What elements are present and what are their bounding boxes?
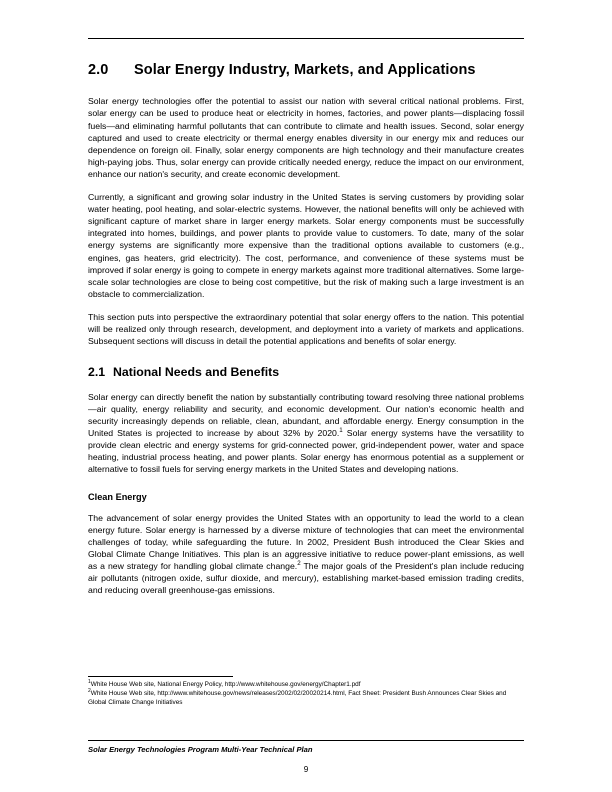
- footnote-text: White House Web site, http://www.whitehouse.gov/news/releases/2002/02/20020214.html, Fact Sheet: President Bush Announces Clear Skies and Global Climate Change Initiatives: [88, 690, 507, 706]
- paragraph: Currently, a significant and growing solar industry in the United States is serving customers by providing solar water heating, pool heating, and solar-electric systems. However, the national benefits will only be achieved with significant capture of market share in larger energy markets. Solar energy components must be successfully integrated into homes, buildings, and power plants to provide value to customers. To date, many of the solar energy systems are significantly more expensive than the traditional options available to customers (e.g., engines, gas heaters, grid electricity). The cost, performance, and convenience of these systems must be improved if solar energy is going to compete in energy markets against more traditional alternatives. Some large-scale solar technologies are close to being cost competitive, but the risk of making such a large investment is an obstacle to commercialization.: [88, 192, 524, 299]
- paragraph: This section puts into perspective the extraordinary potential that solar energy offers to the nation. This potential will be realized only through research, development, and deployment into a variety of markets and applications. Subsequent sections will discuss in detail the potential applications and benefits of solar energy.: [88, 311, 524, 347]
- section-heading: [88, 62, 524, 79]
- subsection-number: 2.1: [88, 365, 106, 380]
- footer-title: Solar Energy Technologies Program Multi-Year Technical Plan: [88, 745, 313, 754]
- footnote-number: 1: [88, 678, 91, 685]
- page-content: [88, 62, 524, 596]
- header-rule: [88, 38, 524, 39]
- paragraph-text-part-1: Solar energy can directly benefit the nation by substantially contributing toward resolving three national problems—air quality, energy reliability and security, and economic development. Our nation's economic health and security increasingly depends on reliable, clean, abundant, and affordable energy. Energy consumption in the United States is projected to increase by about 32% by 2020.: [88, 391, 524, 439]
- page-number: 9: [303, 765, 309, 774]
- section-number: 2.0: [88, 62, 109, 78]
- subsection-title-text: National Needs and Benefits: [113, 365, 280, 380]
- footnote-item: [88, 678, 524, 689]
- paragraph-text-part-2: Solar energy systems have the versatility to provide clean electric and energy systems for grid-connected power, grid-independent power, water and space heating, industrial process heating, and power plants. Solar energy has enormous potential as a supplement or alternative to fossil fuels for serving energy markets in the United States and developing nations.: [88, 428, 524, 475]
- footnote-number: 2: [88, 688, 91, 695]
- paragraph-text-part-2: The major goals of the President's plan include reducing air pollutants (nitrogen oxide, sulfur dioxide, and mercury), establishing market-based emission trading credits, and reducing overall greenhouse-gas emissions.: [88, 560, 525, 596]
- paragraph: [88, 391, 524, 476]
- footer-rule: [88, 740, 524, 741]
- page-footer: [88, 740, 524, 754]
- footnote-separator-rule: [88, 676, 233, 677]
- paragraph: Solar energy technologies offer the potential to assist our nation with several critical national problems. First, solar energy can be used to produce heat or electricity in homes, factories, and power plants—displacing fossil fuels—and eliminating harmful pollutants that can contribute to climate and health issues. Second, solar energy captured and used to create electricity or thermal energy enables diversity in our energy mix and reduces our dependence on foreign oil. Finally, solar energy components are high technology and their manufacture creates high-paying jobs. Thus, solar energy can provide critically needed energy, reduce the impact on our environment, enhance our nation's security, and create economic development.: [88, 96, 524, 179]
- paragraph: [88, 512, 524, 597]
- minor-heading: Clean Energy: [88, 491, 147, 502]
- paragraph-text-part-1: The advancement of solar energy provides the United States with an opportunity to lead the world to a clean energy future. Solar energy is harnessed by a diverse mixture of technologies that can meet the environmental challenges of today, while safeguarding the future. In 2002, President Bush introduced the Clear Skies and Global Climate Change Initiatives. This plan is an aggressive initiative to reduce power-plant emissions, as well as a new strategy for handling global climate change.: [88, 512, 524, 571]
- footnote-reference-1[interactable]: 1: [339, 427, 343, 435]
- footnote-area: [88, 676, 524, 708]
- subsection-heading: [88, 365, 524, 380]
- footnote-reference-2[interactable]: 2: [297, 560, 301, 568]
- section-title-text: Solar Energy Industry, Markets, and Applications: [134, 62, 476, 78]
- footnote-item: [88, 690, 524, 707]
- footnote-text: White House Web site, National Energy Policy, http://www.whitehouse.gov/energy/Chapter1.pdf: [90, 681, 361, 688]
